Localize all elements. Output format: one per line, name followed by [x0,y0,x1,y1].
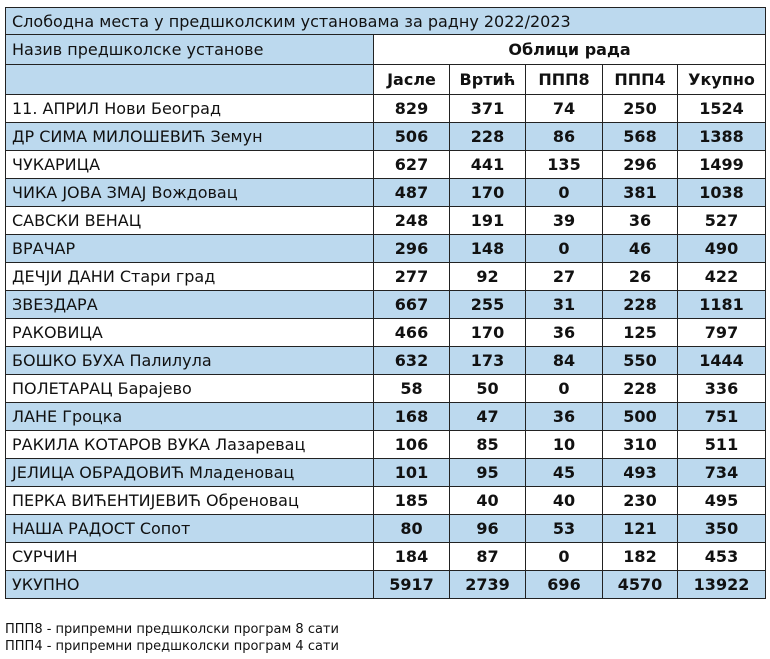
table-row [6,235,766,263]
value-cell-total: 1388 [678,123,766,151]
table-row [6,347,766,375]
institution-name-cell: ПЕРКА ВИЋЕНТИЈЕВИЋ Обреновац [6,487,374,515]
institution-name-cell: ЈЕЛИЦА ОБРАДОВИЋ Младеновац [6,459,374,487]
value-cell-nursery: 627 [374,151,450,179]
value-cell-nursery: 168 [374,403,450,431]
preschool-vacancies-table [5,7,766,599]
total-value-cell-total: 13922 [678,571,766,599]
value-cell-ppp4: 500 [603,403,678,431]
value-cell-kindergarten: 191 [450,207,526,235]
value-cell-ppp4: 381 [603,179,678,207]
header-row-columns [6,65,766,95]
value-cell-total: 1499 [678,151,766,179]
institution-name-cell: ДР СИМА МИЛОШЕВИЋ Земун [6,123,374,151]
header-row-group [6,35,766,65]
value-cell-nursery: 667 [374,291,450,319]
value-cell-total: 1524 [678,95,766,123]
value-cell-ppp4: 125 [603,319,678,347]
institution-name-cell: 11. АПРИЛ Нови Београд [6,95,374,123]
footnotes [5,621,339,655]
institution-name-cell: ПОЛЕТАРАЦ Барајево [6,375,374,403]
value-cell-kindergarten: 371 [450,95,526,123]
value-cell-total: 734 [678,459,766,487]
value-cell-ppp8: 0 [526,375,603,403]
value-cell-nursery: 185 [374,487,450,515]
value-cell-total: 1444 [678,347,766,375]
table-row [6,487,766,515]
value-cell-ppp8: 135 [526,151,603,179]
value-cell-ppp4: 230 [603,487,678,515]
column-header-kindergarten: Вртић [450,65,526,95]
column-header-ppp4: ППП4 [603,65,678,95]
value-cell-ppp8: 0 [526,235,603,263]
value-cell-ppp4: 26 [603,263,678,291]
value-cell-kindergarten: 170 [450,319,526,347]
value-cell-ppp8: 0 [526,543,603,571]
value-cell-nursery: 466 [374,319,450,347]
institution-name-cell: ЧУКАРИЦА [6,151,374,179]
value-cell-kindergarten: 441 [450,151,526,179]
value-cell-ppp8: 10 [526,431,603,459]
table-row [6,459,766,487]
value-cell-kindergarten: 170 [450,179,526,207]
institution-name-cell: СУРЧИН [6,543,374,571]
value-cell-ppp4: 493 [603,459,678,487]
value-cell-ppp8: 36 [526,403,603,431]
footnote-ppp8: ППП8 - припремни предшколски програм 8 сати [5,622,339,637]
value-cell-total: 1038 [678,179,766,207]
value-cell-nursery: 632 [374,347,450,375]
institution-name-cell: РАКОВИЦА [6,319,374,347]
value-cell-ppp4: 228 [603,375,678,403]
column-header-ppp8: ППП8 [526,65,603,95]
institution-name-cell: ЛАНЕ Гроцка [6,403,374,431]
table-row [6,375,766,403]
table-row [6,207,766,235]
value-cell-ppp8: 86 [526,123,603,151]
name-column-header: Назив предшколске установе [6,35,374,65]
table-row [6,95,766,123]
table-row [6,263,766,291]
value-cell-nursery: 277 [374,263,450,291]
value-cell-nursery: 106 [374,431,450,459]
value-cell-kindergarten: 95 [450,459,526,487]
table-row [6,179,766,207]
value-cell-nursery: 829 [374,95,450,123]
value-cell-nursery: 58 [374,375,450,403]
value-cell-ppp8: 84 [526,347,603,375]
table-row [6,543,766,571]
value-cell-total: 797 [678,319,766,347]
value-cell-nursery: 487 [374,179,450,207]
value-cell-nursery: 506 [374,123,450,151]
value-cell-ppp8: 31 [526,291,603,319]
value-cell-ppp4: 296 [603,151,678,179]
value-cell-total: 495 [678,487,766,515]
column-header-nursery: Јасле [374,65,450,95]
institution-name-cell: БОШКО БУХА Палилула [6,347,374,375]
value-cell-kindergarten: 96 [450,515,526,543]
table-row [6,319,766,347]
value-cell-nursery: 80 [374,515,450,543]
total-value-cell-nursery: 5917 [374,571,450,599]
value-cell-total: 527 [678,207,766,235]
value-cell-kindergarten: 40 [450,487,526,515]
value-cell-ppp8: 53 [526,515,603,543]
value-cell-ppp8: 39 [526,207,603,235]
value-cell-kindergarten: 92 [450,263,526,291]
total-row [6,571,766,599]
institution-name-cell: ЧИКА ЈОВА ЗМАЈ Вождовац [6,179,374,207]
total-value-cell-ppp8: 696 [526,571,603,599]
preschool-vacancies-table-container [5,7,765,599]
table-title-row [6,8,766,35]
table-title: Слободна места у предшколским установама за радну 2022/2023 [6,8,766,35]
value-cell-kindergarten: 85 [450,431,526,459]
total-label-cell: УКУПНО [6,571,374,599]
value-cell-ppp8: 36 [526,319,603,347]
value-cell-ppp4: 250 [603,95,678,123]
table-row [6,431,766,459]
value-cell-ppp8: 40 [526,487,603,515]
column-header-total: Укупно [678,65,766,95]
value-cell-kindergarten: 228 [450,123,526,151]
table-row [6,291,766,319]
name-column-header-blank [6,65,374,95]
value-cell-nursery: 296 [374,235,450,263]
value-cell-total: 490 [678,235,766,263]
value-cell-ppp4: 310 [603,431,678,459]
institution-name-cell: ВРАЧАР [6,235,374,263]
value-cell-kindergarten: 255 [450,291,526,319]
value-cell-nursery: 184 [374,543,450,571]
value-cell-total: 336 [678,375,766,403]
table-row [6,403,766,431]
value-cell-ppp4: 121 [603,515,678,543]
table-row [6,151,766,179]
institution-name-cell: НАША РАДОСТ Сопот [6,515,374,543]
value-cell-kindergarten: 47 [450,403,526,431]
value-cell-total: 453 [678,543,766,571]
value-cell-ppp4: 550 [603,347,678,375]
value-cell-ppp4: 182 [603,543,678,571]
institution-name-cell: ДЕЧЈИ ДАНИ Стари град [6,263,374,291]
value-cell-ppp8: 0 [526,179,603,207]
institution-name-cell: РАКИЛА КОТАРОВ ВУКА Лазаревац [6,431,374,459]
value-cell-kindergarten: 148 [450,235,526,263]
institution-name-cell: ЗВЕЗДАРА [6,291,374,319]
institution-name-cell: САВСКИ ВЕНАЦ [6,207,374,235]
footnote-ppp4: ППП4 - припремни предшколски програм 4 сати [5,639,339,654]
value-cell-ppp4: 228 [603,291,678,319]
value-cell-ppp4: 568 [603,123,678,151]
table-row [6,123,766,151]
value-cell-nursery: 101 [374,459,450,487]
value-cell-kindergarten: 173 [450,347,526,375]
value-cell-total: 422 [678,263,766,291]
value-cell-nursery: 248 [374,207,450,235]
value-cell-ppp8: 45 [526,459,603,487]
value-cell-total: 511 [678,431,766,459]
value-cell-ppp4: 36 [603,207,678,235]
table-row [6,515,766,543]
value-cell-total: 350 [678,515,766,543]
value-cell-ppp4: 46 [603,235,678,263]
total-value-cell-ppp4: 4570 [603,571,678,599]
value-cell-ppp8: 27 [526,263,603,291]
work-forms-group-header: Облици рада [374,35,766,65]
value-cell-total: 1181 [678,291,766,319]
value-cell-kindergarten: 87 [450,543,526,571]
value-cell-total: 751 [678,403,766,431]
value-cell-kindergarten: 50 [450,375,526,403]
value-cell-ppp8: 74 [526,95,603,123]
total-value-cell-kindergarten: 2739 [450,571,526,599]
